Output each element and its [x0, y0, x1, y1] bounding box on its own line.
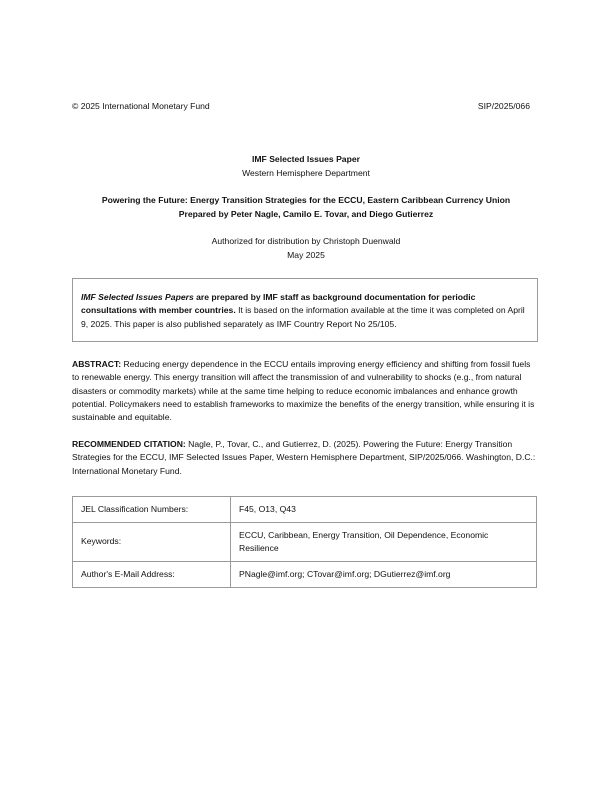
disclaimer-text: It is based on the information available at the time it was completed on April 9, 2025. This paper is also published separately as IMF Country Report No 25/105.	[81, 305, 525, 329]
abstract-section	[72, 358, 538, 425]
abstract-text: Reducing energy dependence in the ECCU entails improving energy efficiency and shifting from fossil fuels to renewable energy. This energy transition will affect the transmission of and vulnerability to shocks (e.g., from natural disasters or commodity markets) while at the same time helping to reduce economic imbalances and enhance growth potential. Policymakers need to establish frameworks to maximize the benefits of the energy transition, while ensuring it is sustainable and equitable.	[72, 359, 535, 423]
paper-title: Powering the Future: Energy Transition Strategies for the ECCU, Eastern Caribbean Currency Union	[101, 195, 511, 205]
authorization-line: Authorized for distribution by Christoph Duenwald	[211, 236, 401, 246]
citation-text: Nagle, P., Tovar, C., and Gutierrez, D. (2025). Powering the Future: Energy Transition Strategies for the ECCU, IMF Selected Issues Paper, Western Hemisphere Department, SIP/2025/066. Washington, D.C.: International Monetary Fund.	[72, 439, 536, 476]
table-row	[73, 523, 537, 562]
authors-line: Prepared by Peter Nagle, Camilo E. Tovar, and Diego Gutierrez	[178, 209, 434, 219]
keywords-value: ECCU, Caribbean, Energy Transition, Oil Dependence, Economic Resilience	[231, 523, 537, 562]
email-label: Author's E-Mail Address:	[73, 562, 231, 588]
metadata-table	[72, 496, 537, 588]
abstract-label: ABSTRACT:	[72, 359, 122, 369]
series-title: IMF Selected Issues Paper	[252, 154, 360, 164]
department: Western Hemisphere Department	[242, 168, 370, 178]
citation-section	[72, 438, 538, 478]
table-row	[73, 562, 537, 588]
jel-label: JEL Classification Numbers:	[73, 497, 231, 523]
disclaimer-box	[72, 278, 538, 342]
publication-date: May 2025	[287, 250, 325, 260]
copyright-notice: © 2025 International Monetary Fund	[72, 101, 210, 111]
keywords-label: Keywords:	[73, 523, 231, 562]
email-value: PNagle@imf.org; CTovar@imf.org; DGutierrez@imf.org	[231, 562, 537, 588]
disclaimer-bold-text: are prepared by IMF staff as background documentation for periodic consultations with member countries.	[81, 292, 476, 316]
table-row	[73, 497, 537, 523]
disclaimer-series-name: IMF Selected Issues Papers	[81, 292, 194, 302]
page-header	[72, 100, 530, 113]
jel-value: F45, O13, Q43	[231, 497, 537, 523]
series-number: SIP/2025/066	[477, 101, 530, 111]
citation-label: RECOMMENDED CITATION:	[72, 439, 186, 449]
